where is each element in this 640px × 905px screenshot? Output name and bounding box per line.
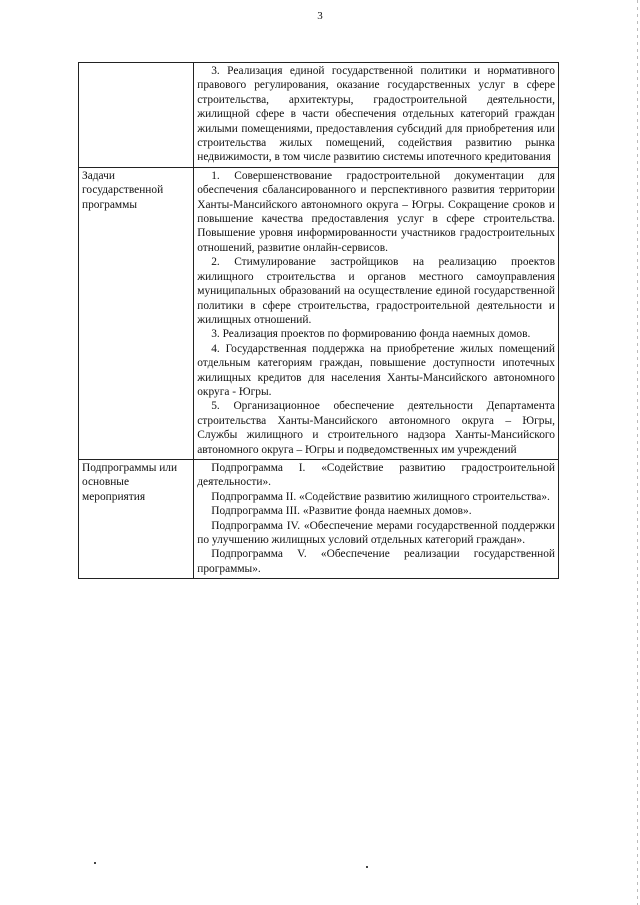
- scan-edge-line: [637, 0, 638, 905]
- table-row: [79, 63, 559, 168]
- task-paragraph: 4. Государственная поддержка на приобретение жилых помещений отдельным категориям граждан, повышение доступности ипотечных жилищных кредитов для населения Ханты-Мансийского автономного округа - Югры.: [197, 342, 555, 398]
- goal-paragraph: 3. Реализация единой государственной политики и нормативного правового регулирования, оказание государственных услуг в сфере строительства, архитектуры, градостроительной деятельности, жилищной сфере в части обеспечения отдельных категорий граждан жилыми помещениями, предоставления субсидий для приобретения или строительства жилых помещений, содействия развитию рынка недвижимости, в том числе развитию системы ипотечного кредитования: [197, 65, 555, 164]
- subprogram-paragraph: Подпрограмма I. «Содействие развитию градостроительной деятельности».: [197, 461, 555, 489]
- row-content-cell: [194, 167, 559, 459]
- row-content-cell: [194, 459, 559, 578]
- row-label-cell: [79, 63, 194, 168]
- scan-speck: [366, 866, 368, 868]
- row-label-cell: Подпрограммы или основные мероприятия: [79, 459, 194, 578]
- subprogram-paragraph: Подпрограмма II. «Содействие развитию жилищного строительства».: [211, 490, 550, 503]
- table-row: [79, 459, 559, 578]
- task-paragraph: 5. Организационное обеспечение деятельности Департамента строительства Ханты-Мансийского автономного округа – Югры, Службы жилищного и строительного надзора Ханты-Мансийского автономного округа – Югры и подведомственных им учреждений: [197, 400, 555, 456]
- row-content-cell: [194, 63, 559, 168]
- subprogram-paragraph: Подпрограмма IV. «Обеспечение мерами государственной поддержки по улучшению жилищных условий отдельных категорий граждан».: [197, 519, 555, 546]
- scan-speck: [94, 862, 96, 864]
- task-paragraph: 1. Совершенствование градостроительной документации для обеспечения сбалансированного и перспективного развития территории Ханты-Мансийского автономного округа – Югры. Сокращение сроков и повышение качества предоставления услуг в сфере строительства. Повышение уровня информированности участников градостроительных отношений, развитие онлайн-сервисов.: [197, 169, 555, 254]
- program-passport-table: [78, 62, 559, 579]
- table-row: [79, 167, 559, 459]
- task-paragraph: 2. Стимулирование застройщиков на реализацию проектов жилищного строительства и органов местного самоуправления муниципальных образований на осуществление единой государственной политики в сфере строительства, градостроительной деятельности и жилищных отношений.: [197, 256, 555, 326]
- page-number: 3: [317, 10, 323, 22]
- subprogram-paragraph: Подпрограмма III. «Развитие фонда наемных домов».: [211, 505, 472, 518]
- subprogram-paragraph: Подпрограмма V. «Обеспечение реализации государственной программы».: [197, 548, 555, 575]
- row-label-cell: Задачи государственной программы: [79, 167, 194, 459]
- task-paragraph: 3. Реализация проектов по формированию фонда наемных домов.: [211, 328, 531, 341]
